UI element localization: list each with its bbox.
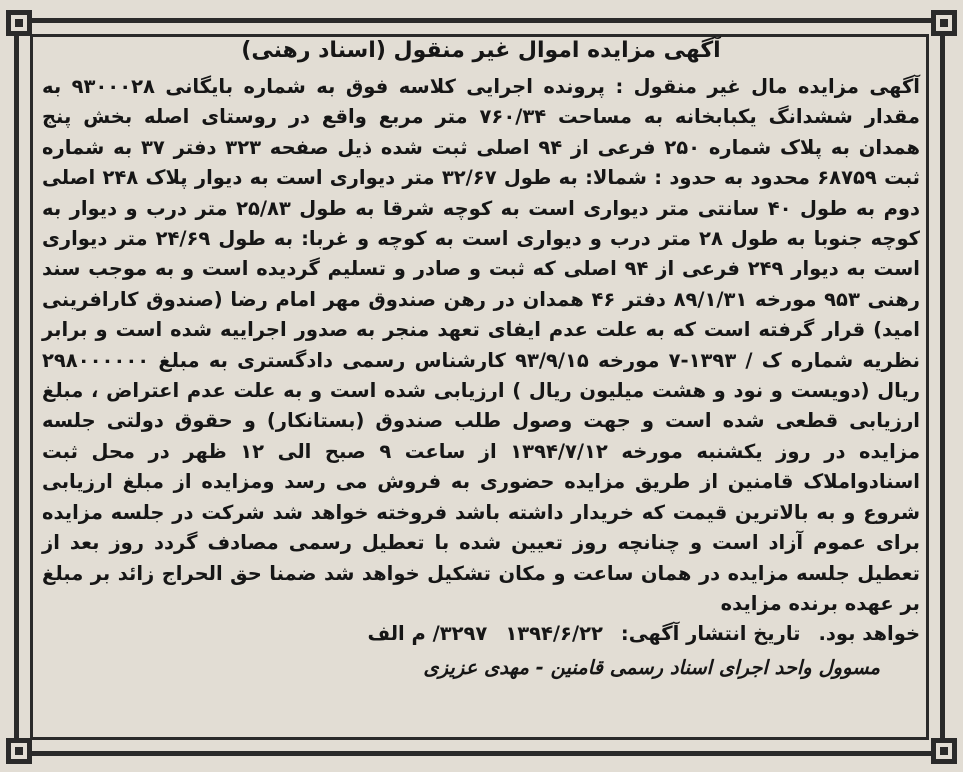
corner-ornament-bottom-left xyxy=(6,738,32,764)
publication-number: ۳۲۹۷/ م الف xyxy=(367,622,488,646)
corner-ornament-bottom-right xyxy=(931,738,957,764)
notice-title: آگهی مزایده اموال غیر منقول (اسناد رهنی) xyxy=(241,38,721,63)
corner-ornament-top-right xyxy=(931,10,957,36)
publication-label: تاریخ انتشار آگهی: xyxy=(620,622,801,646)
corner-ornament-top-left xyxy=(6,10,32,36)
publication-line xyxy=(42,619,920,649)
notice-body: آگهی مزایده مال غیر منقول : پرونده اجرایی کلاسه فوق به شماره بایگانی ۹۳۰۰۰۲۸ به مقدار ششدانگ یکبابخانه به مساحت ۷۶۰/۳۴ متر مربع واقع در روستای اصله بخش پنج همدان به پلاک شماره ۲۵۰ فرعی از ۹۴ اصلی ثبت شده ذیل صفحه ۳۲۳ دفتر ۳۷ به شماره ثبت ۶۸۷۵۹ محدود به حدود : شمالا: به طول ۳۲/۶۷ متر دیواری است به دیوار پلاک ۲۴۸ اصلی دوم به طول ۴۰ سانتی متر دیواری است به کوچه شرقا به طول ۲۵/۸۳ متر درب و دیوار به کوچه جنوبا به طول ۲۸ متر درب و دیواری است به کوچه و غربا: به طول ۲۴/۶۹ متر دیواری است به دیوار ۲۴۹ فرعی از ۹۴ اصلی که ثبت و صادر و تسلیم گردیده است و به موجب سند رهنی ۹۵۳ مورخه ۸۹/۱/۳۱ دفتر ۴۶ همدان در رهن صندوق مهر امام رضا (صندوق کارافرینی امید) قرار گرفته است که به علت عدم ایفای تعهد منجر به صدور اجراییه شده است و برابر نظریه شماره ک / ۱۳۹۳-۷ مورخه ۹۳/۹/۱۵ کارشناس رسمی دادگستری به مبلغ ۲۹۸۰۰۰۰۰۰ ریال (دویست و نود و هشت میلیون ریال ) ارزیابی شده است و به علت عدم اعتراض ، مبلغ ارزیابی قطعی شده است و جهت وصول طلب صندوق (بستانکار) و حقوق دولتی جلسه مزایده در روز یکشنبه مورخه ۱۳۹۴/۷/۱۲ از ساعت ۹ صبح الی ۱۲ ظهر در محل ثبت اسنادواملاک قامنین از طریق مزایده حضوری به فروش می رسد ومزایده از مبلغ ارزیابی شروع و به بالاترین قیمت که خریدار داشته باشد فروخته خواهد شد شرکت در جلسه مزایده برای عموم آزاد است و چنانچه روز تعیین شده با تعطیل رسمی مصادف گردد روز بعد از تعطیل جلسه مزایده در همان ساعت و مکان تشکیل خواهد شد ضمنا حق الحراج زائد بر مبلغ بر عهده برنده مزایده xyxy=(42,75,921,615)
signature: مسوول واحد اجرای اسناد رسمی قامنین - مهدی عزیزی xyxy=(423,656,880,680)
notice-content xyxy=(42,36,920,736)
closing-text: خواهد بود. xyxy=(818,622,920,646)
publication-date: ۱۳۹۴/۶/۲۲ xyxy=(505,622,603,646)
